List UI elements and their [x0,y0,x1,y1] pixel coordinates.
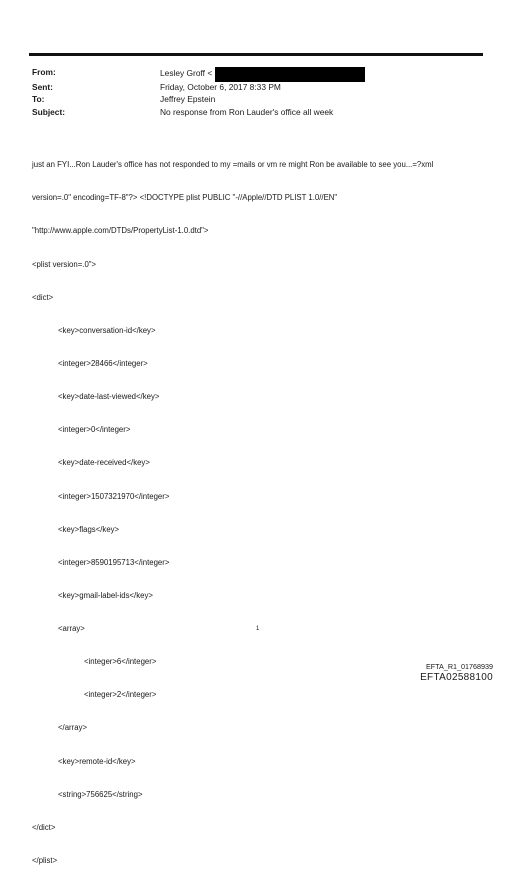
body-line: <integer>28466</integer> [32,358,148,368]
sent-value: Friday, October 6, 2017 8:33 PM [160,82,281,92]
body-line: <key>date-received</key> [32,458,150,468]
redaction-block [215,67,365,82]
sent-row [32,81,365,93]
bates-number: EFTA02588100 [420,672,493,683]
body-line: <integer>8590195713</integer> [32,557,170,567]
body-line: <key>gmail-label-ids</key> [32,590,153,600]
sent-label: Sent: [32,82,53,92]
from-value: Lesley Groff < [160,68,213,79]
body-line: <key>conversation-id</key> [32,325,156,335]
body-line: <integer>0</integer> [32,425,131,435]
body-line: <string>756625</string> [32,789,143,799]
body-line: <array> [32,624,85,634]
subject-value: No response from Ron Lauder's office all week [160,106,334,117]
to-row [32,93,365,105]
to-label: To: [32,94,45,105]
subject-row [32,106,365,118]
to-value: Jeffrey Epstein [160,94,216,105]
from-row [32,66,365,81]
email-body [32,137,487,877]
page-number: 1 [256,626,260,632]
header-divider [29,53,483,56]
body-line: <integer>6</integer> [32,657,157,667]
body-line: <integer>2</integer> [32,690,157,700]
body-line: <integer>1507321970</integer> [32,491,170,501]
body-line: <key>flags</key> [32,524,120,534]
document-reference-id: EFTA_R1_01768939 [426,662,493,671]
body-line: <key>date-last-viewed</key> [32,392,160,402]
body-line: "http://www.apple.com/DTDs/PropertyList-1.0.dtd"> [32,226,209,236]
body-line: just an FYI...Ron Lauder's office has not responded to my =mails or vm re might Ron be available to see you...=?xml [32,160,434,170]
body-line: </dict> [32,822,56,832]
body-line: version=.0" encoding=TF-8"?> <!DOCTYPE plist PUBLIC "-//Apple//DTD PLIST 1.0//EN" [32,193,338,203]
email-header [32,66,365,118]
body-line: <dict> [32,292,54,302]
subject-label: Subject: [32,106,66,117]
body-line: <plist version=.0"> [32,259,97,269]
from-label: From: [32,67,56,77]
body-line: <key>remote-id</key> [32,756,136,766]
body-line: </array> [32,723,88,733]
body-line: </plist> [32,856,58,866]
